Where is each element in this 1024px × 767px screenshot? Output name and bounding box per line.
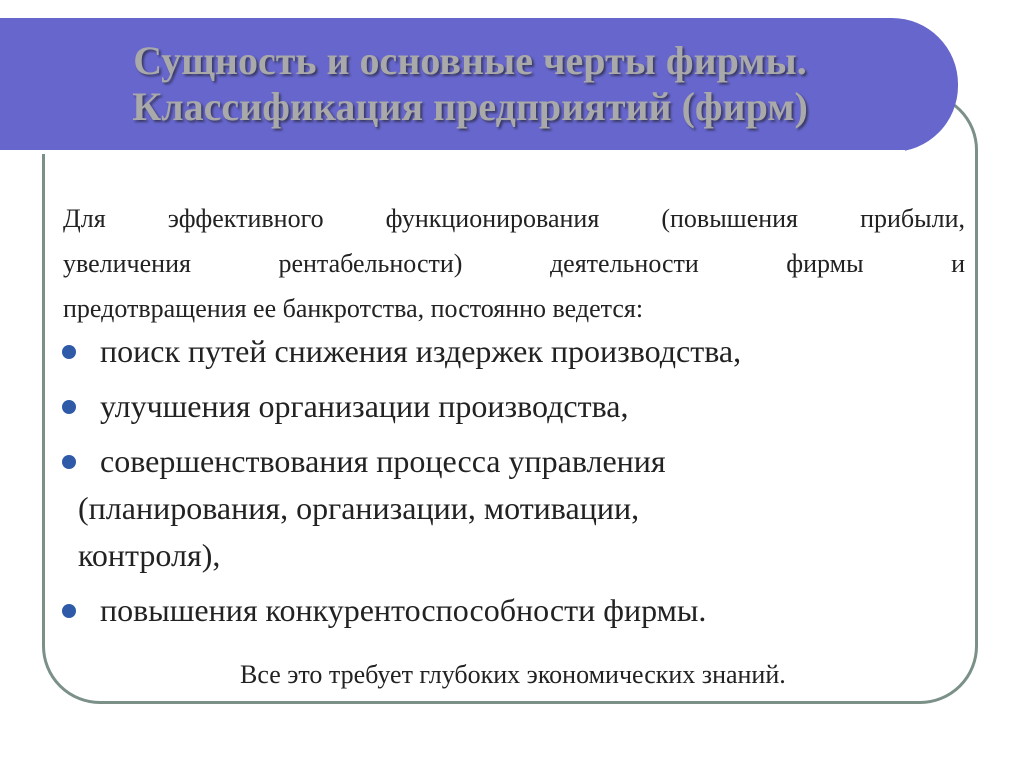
intro-line: предотвращения ее банкротства, постоянно ведется: <box>63 294 644 323</box>
bullet-icon <box>62 604 76 618</box>
list-item <box>60 383 940 430</box>
intro-paragraph <box>63 196 965 331</box>
title-underline <box>0 150 905 154</box>
bullet-text: повышения конкурентоспособности фирмы. <box>100 592 707 628</box>
intro-line: Для эффективного функционирования (повышения прибыли, <box>63 204 965 233</box>
bullet-text: улучшения организации производства, <box>100 388 629 424</box>
bullet-text: совершенствования процесса управления <box>100 443 666 479</box>
bullet-text-continuation: (планирования, организации, мотивации, <box>78 490 640 526</box>
bullet-list <box>60 328 940 642</box>
bullet-icon <box>62 400 76 414</box>
title-line: Классификация предприятий (фирм) <box>132 84 808 129</box>
title-line: Сущность и основные черты фирмы. <box>133 38 807 83</box>
footer-note: Все это требует глубоких экономических знаний. <box>240 660 786 689</box>
intro-line: увеличения рентабельности) деятельности фирмы и <box>63 249 965 278</box>
list-item <box>60 328 940 375</box>
bullet-text: поиск путей снижения издержек производства, <box>100 333 742 369</box>
bullet-icon <box>62 455 76 469</box>
list-item <box>60 438 940 579</box>
bullet-text-continuation: контроля), <box>78 537 221 573</box>
bullet-icon <box>62 345 76 359</box>
title-band <box>0 18 958 152</box>
list-item <box>60 587 940 634</box>
slide-title <box>0 38 940 130</box>
